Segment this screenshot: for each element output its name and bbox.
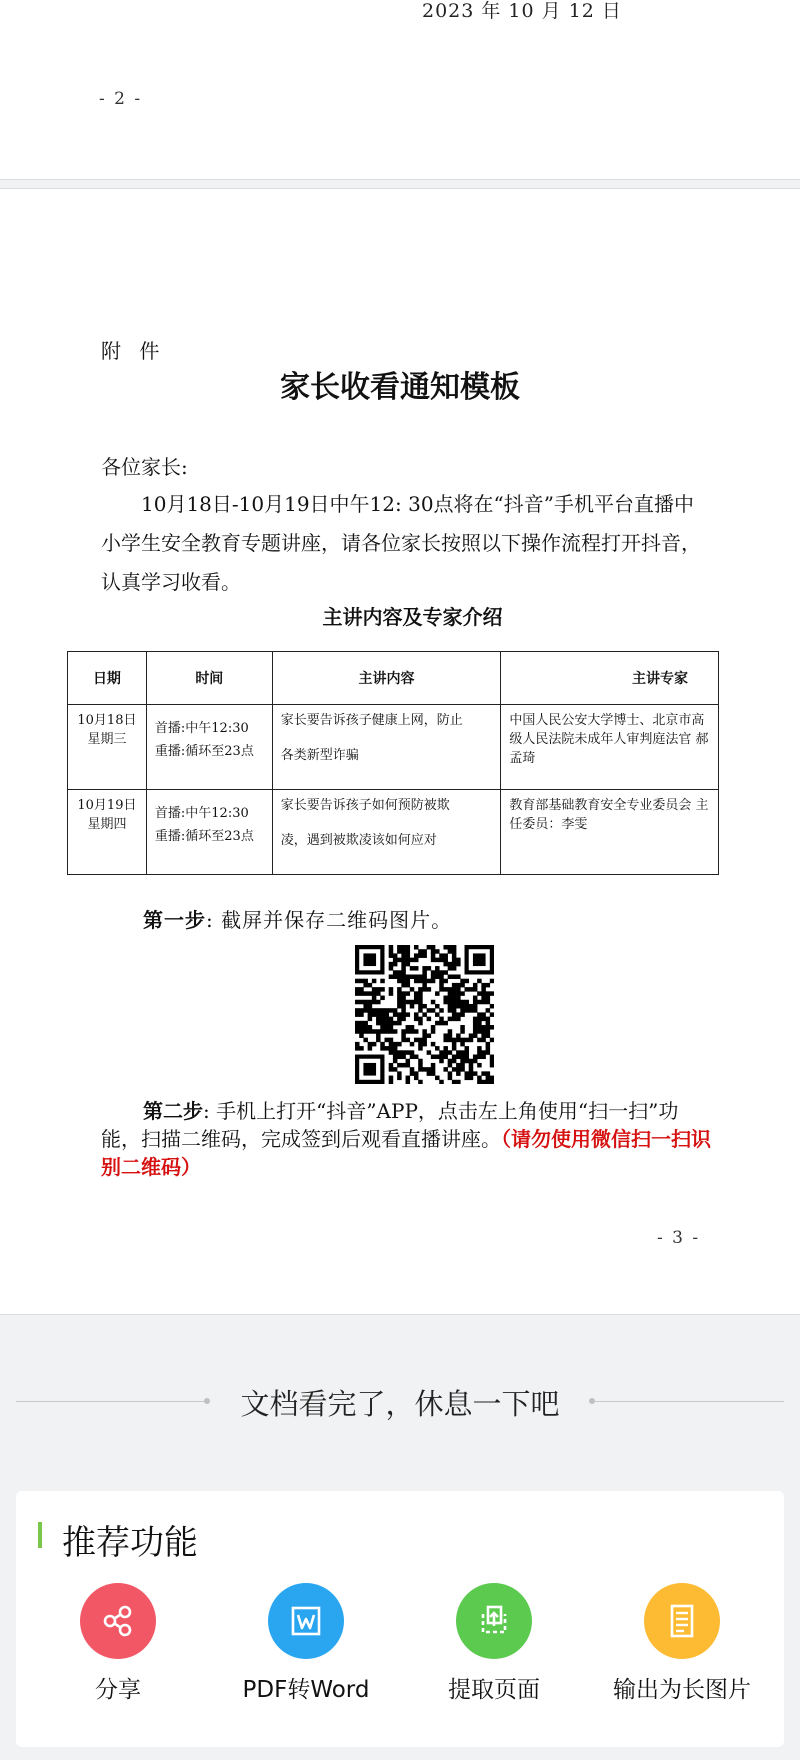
extract-page-label: 提取页面 (448, 1677, 540, 1703)
time-cell (146, 705, 272, 790)
greeting: 各位家长: (101, 455, 188, 479)
qr-code-graphic (355, 945, 494, 1084)
header-expert: 主讲专家 (501, 652, 719, 705)
header-topic: 主讲内容 (272, 652, 501, 705)
expert-cell: 教育部基础教育安全专业委员会 主任委员：李雯 (501, 790, 719, 875)
table-heading: 主讲内容及专家介绍 (322, 605, 503, 629)
divider-line (593, 1401, 784, 1402)
step-one-label: 第一步 (143, 908, 206, 932)
signature-date: 2023 年 10 月 12 日 (422, 0, 622, 22)
share-label: 分享 (95, 1677, 141, 1703)
step-two (101, 1097, 711, 1181)
word-icon (268, 1583, 344, 1659)
step-two-text: : 手机上打开“抖音”APP，点击左上角使用“扫一扫”功能，扫描二维码，完成签到后观看直播讲座。 (101, 1099, 679, 1151)
extract-page-button[interactable] (400, 1583, 588, 1704)
topic-cell (272, 705, 501, 790)
attachment-label: 附 件 (101, 339, 166, 363)
document-title: 家长收看通知模板 (280, 370, 520, 405)
premiere-time: 首播:中午12:30 (154, 721, 249, 736)
section-accent-bar (38, 1522, 42, 1548)
time-cell (146, 790, 272, 875)
share-icon (80, 1583, 156, 1659)
pdf-to-word-label: PDF转Word (242, 1677, 370, 1703)
step-one-text: : 截屏并保存二维码图片。 (206, 908, 453, 932)
table-row (68, 790, 719, 875)
replay-time: 重播:循环至23点 (154, 829, 254, 844)
date-line: 10月18日 (77, 713, 137, 728)
notice-paragraph: 10月18日-10月19日中午12: 30点将在“抖音”手机平台直播中小学生安全教育专题讲座，请各位家长按照以下操作流程打开抖音，认真学习收看。 (101, 492, 701, 594)
document-page-2 (0, 0, 800, 180)
long-image-icon (644, 1583, 720, 1659)
header-date: 日期 (68, 652, 147, 705)
topic-line: 家长要告诉孩子如何预防被欺 (280, 798, 450, 813)
date-cell (68, 790, 147, 875)
premiere-time: 首播:中午12:30 (154, 806, 249, 821)
page-number: - 2 - (99, 89, 143, 109)
weekday-line: 星期三 (87, 732, 127, 747)
topic-line: 家长要告诉孩子健康上网，防止 (280, 713, 463, 728)
recommend-features-card (16, 1491, 784, 1747)
extract-page-icon (456, 1583, 532, 1659)
step-two-warning: （请勿使用微信扫一扫识别二维码） (101, 1127, 711, 1179)
end-of-document-banner (0, 1382, 800, 1422)
table-row (68, 705, 719, 790)
topic-line: 凌，遇到被欺凌该如何应对 (280, 833, 437, 848)
step-two-label: 第二步 (143, 1099, 203, 1123)
date-line: 10月19日 (77, 798, 137, 813)
export-long-image-button[interactable] (588, 1583, 776, 1704)
export-long-image-label: 输出为长图片 (613, 1677, 751, 1703)
table-header-row (68, 652, 719, 705)
topic-cell (272, 790, 501, 875)
weekday-line: 星期四 (87, 817, 127, 832)
header-time: 时间 (146, 652, 272, 705)
pdf-to-word-button[interactable] (212, 1583, 400, 1704)
end-of-document-text: 文档看完了，休息一下吧 (240, 1387, 560, 1421)
qr-code-image (355, 945, 494, 1084)
replay-time: 重播:循环至23点 (154, 744, 254, 759)
expert-cell: 中国人民公安大学博士、北京市高级人民法院未成年人审判庭法官 郝孟琦 (501, 705, 719, 790)
share-button[interactable] (24, 1583, 212, 1704)
recommend-title: 推荐功能 (62, 1523, 198, 1563)
topic-line: 各类新型诈骗 (280, 748, 359, 763)
page-number: - 3 - (657, 1228, 701, 1248)
date-cell (68, 705, 147, 790)
schedule-table (67, 651, 719, 875)
step-one (143, 904, 452, 933)
